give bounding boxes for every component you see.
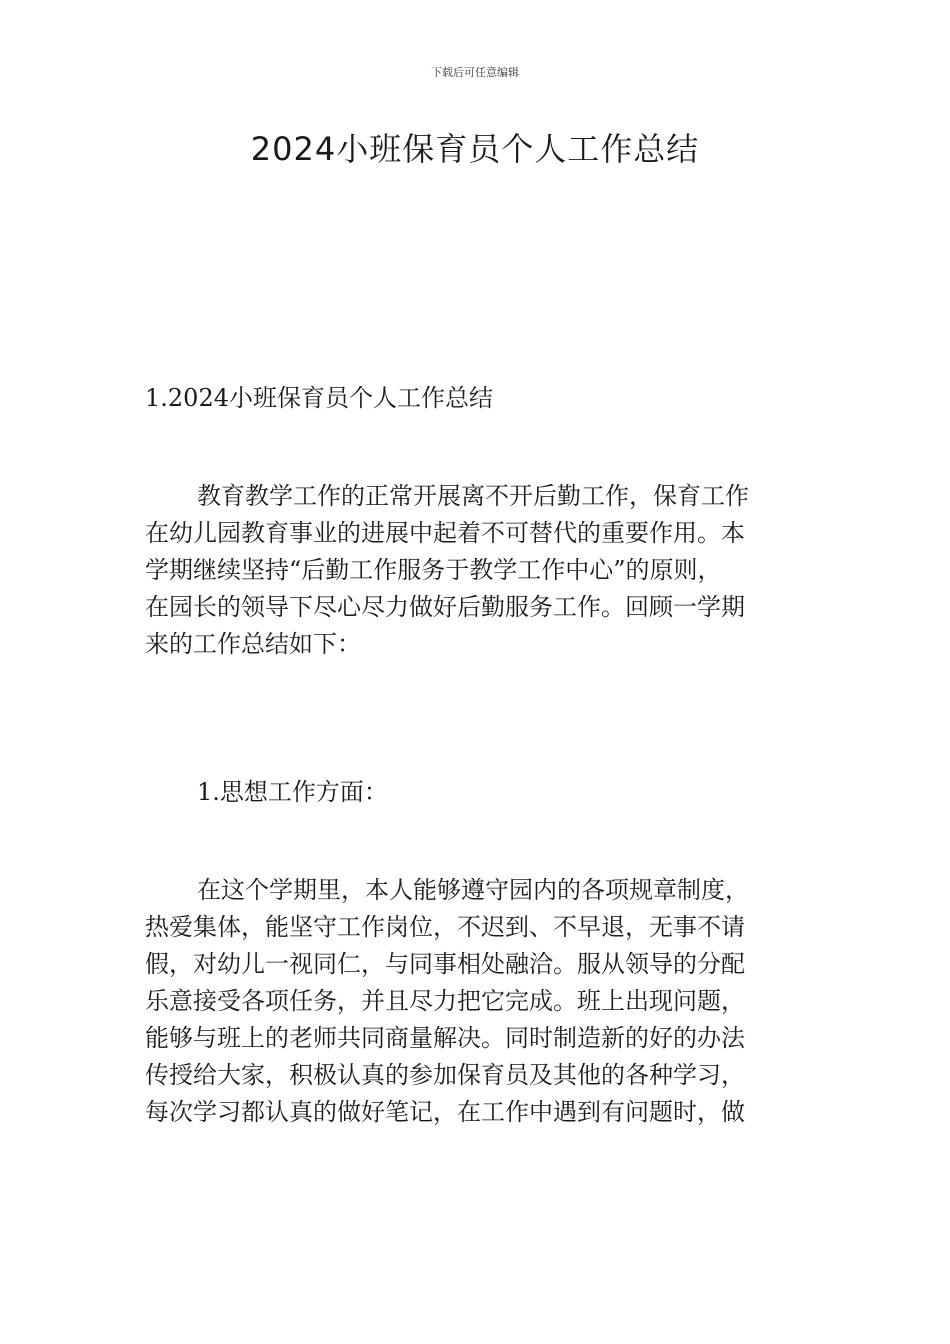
paragraph-line: 在这个学期里，本人能够遵守园内的各项规章制度，	[197, 876, 749, 904]
paragraph-line: 教育教学工作的正常开展离不开后勤工作，保育工作	[197, 482, 749, 510]
section-heading: 1.2024小班保育员个人工作总结	[145, 384, 493, 412]
paragraph-line: 热爱集体，能坚守工作岗位，不迟到、不早退，无事不请	[145, 913, 745, 941]
paragraph-line: 在幼儿园教育事业的进展中起着不可替代的重要作用。本	[145, 519, 745, 547]
paragraph-line: 每次学习都认真的做好笔记，在工作中遇到有问题时，做	[145, 1098, 745, 1126]
paragraph-1	[145, 478, 810, 663]
paragraph-line: 在园长的领导下尽心尽力做好后勤服务工作。回顾一学期	[145, 593, 745, 621]
paragraph-line: 假，对幼儿一视同仁，与同事相处融洽。服从领导的分配	[145, 950, 745, 978]
document-title: 2024小班保育员个人工作总结	[250, 130, 700, 168]
paragraph-line: 能够与班上的老师共同商量解决。同时制造新的好的办法	[145, 1024, 745, 1052]
paragraph-2	[145, 872, 810, 1131]
paragraph-line: 学期继续坚持“后勤工作服务于教学工作中心”的原则，	[145, 556, 722, 584]
subheading-thinking: 1.思想工作方面：	[197, 778, 388, 806]
paragraph-line: 传授给大家，积极认真的参加保育员及其他的各种学习，	[145, 1061, 745, 1089]
paragraph-line: 来的工作总结如下：	[145, 630, 361, 658]
paragraph-line: 乐意接受各项任务，并且尽力把它完成。班上出现问题，	[145, 987, 745, 1015]
header-note: 下载后可任意编辑	[431, 66, 519, 79]
